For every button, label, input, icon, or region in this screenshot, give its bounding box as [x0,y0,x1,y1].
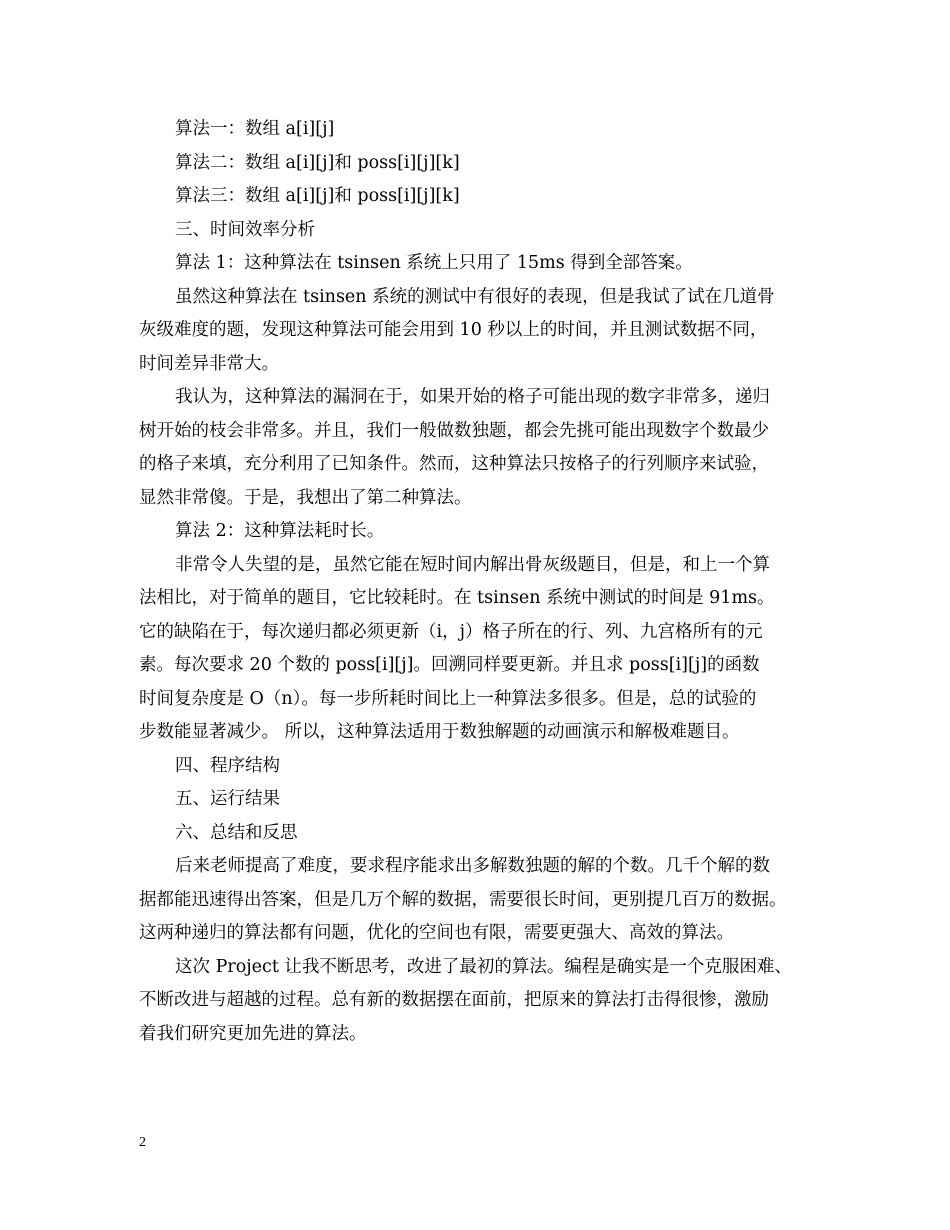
text-line: 据都能迅速得出答案，但是几万个解的数据，需要很长时间，更别提几百万的数据。 [139,889,787,910]
text-line: 树开始的枝会非常多。并且，我们一般做数独题，都会先挑可能出现数字个数最少 [139,420,769,441]
text-line: 这次 Project 让我不断思考，改进了最初的算法。编程是确实是一个克服困难、 [175,956,792,977]
text-line: 时间复杂度是 O（n）。每一步所耗时间比上一种算法多很多。但是，总的试验的 [139,688,757,709]
text-line: 后来老师提高了难度，要求程序能求出多解数独题的解的个数。几千个解的数 [175,856,770,876]
text-line: 显然非常傻。于是，我想出了第二种算法。 [139,487,472,508]
section-heading: 三、时间效率分析 [175,219,315,240]
text-line: 算法三：数组 a[i][j]和 poss[i][j][k] [175,186,460,206]
text-line: 步数能显著减少。 所以，这种算法适用于数独解题的动画演示和解极难题目。 [139,722,740,742]
text-line: 它的缺陷在于，每次递归都必须更新（i，j）格子所在的行、列、九宫格所有的元 [139,621,763,642]
text-line: 着我们研究更加先进的算法。 [139,1023,367,1044]
section-heading: 五、运行结果 [175,789,280,809]
section-heading: 六、总结和反思 [175,822,298,843]
document-body [139,113,815,1051]
text-line: 这两种递归的算法都有问题，优化的空间也有限，需要更强大、高效的算法。 [139,923,734,943]
text-line: 的格子来填，充分利用了已知条件。然而，这种算法只按格子的行列顺序来试验， [139,454,769,474]
text-line: 算法一：数组 a[i][j] [175,119,335,139]
text-line: 非常令人失望的是，虽然它能在短时间内解出骨灰级题目，但是，和上一个算 [175,554,770,575]
text-line: 灰级难度的题，发现这种算法可能会用到 10 秒以上的时间，并且测试数据不同， [139,320,768,340]
text-line: 虽然这种算法在 tsinsen 系统的测试中有很好的表现，但是我试了试在几道骨 [175,286,775,307]
section-heading: 四、程序结构 [175,755,280,776]
text-line: 算法二：数组 a[i][j]和 poss[i][j][k] [175,152,460,173]
page-number: 2 [139,1135,146,1150]
text-line: 算法 2：这种算法耗时长。 [175,521,385,541]
text-line: 算法 1：这种算法在 tsinsen 系统上只用了 15ms 得到全部答案。 [175,253,693,273]
text-line: 我认为，这种算法的漏洞在于，如果开始的格子可能出现的数字非常多，递归 [175,387,770,407]
text-line: 法相比，对于简单的题目，它比较耗时。在 tsinsen 系统中测试的时间是 91ms。 [139,588,775,608]
text-line: 不断改进与超越的过程。总有新的数据摆在面前，把原来的算法打击得很惨，激励 [139,990,769,1010]
text-line: 素。每次要求 20 个数的 poss[i][j]。回溯同样要更新。并且求 poss[i][j]的函数 [139,655,760,675]
text-line: 时间差异非常大。 [139,353,279,374]
